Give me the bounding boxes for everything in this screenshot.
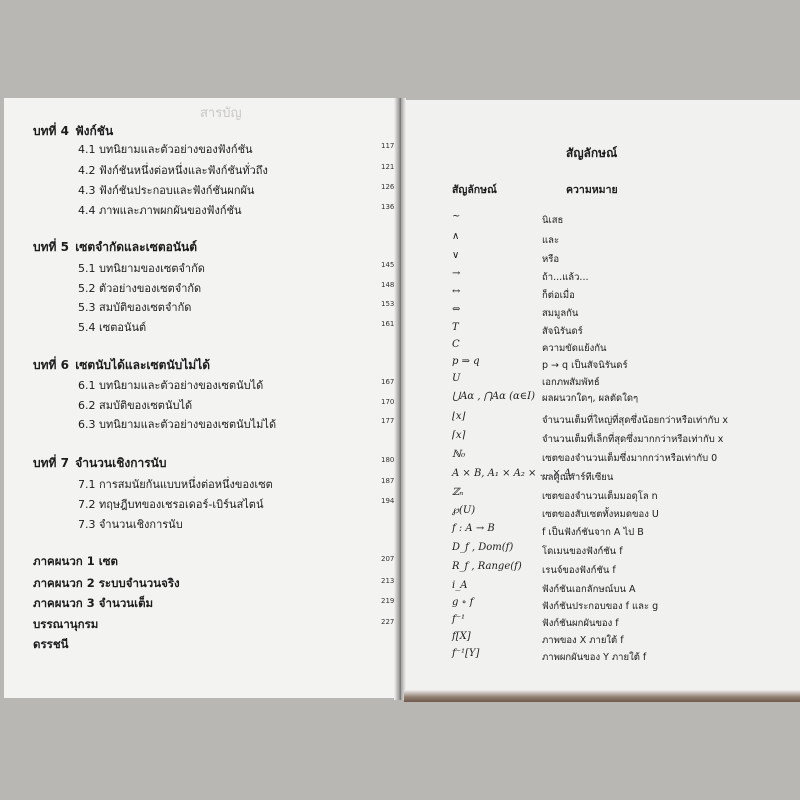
symbol: ℤₙ [452,487,464,498]
symbol-meaning: f เป็นฟังก์ชันจาก A ไป B [542,527,644,538]
symbol-meaning: ผลผนวกใดๆ, ผลตัดใดๆ [542,393,639,404]
symbol: ⋃Aα , ⋂Aα (α∈I) [452,391,535,402]
symbol-meaning: สัจนิรันดร์ [542,326,583,337]
symbol-meaning: เรนจ์ของฟังก์ชัน f [542,565,616,576]
symbol: ℕ₀ [452,449,466,460]
toc-chapter [33,238,197,257]
toc-section: 4.1 บทนิยามและตัวอย่างของฟังก์ชัน [78,143,253,156]
show-through-heading: สารบัญ [200,106,242,121]
symbol: f : A → B [452,523,495,534]
column-header-symbol: สัญลักษณ์ [452,184,497,196]
book-gutter [394,98,406,700]
toc-page-number: 219 [381,597,395,605]
symbol-meaning: เซตของจำนวนเต็มมอดุโล n [542,491,658,502]
toc-page-number: 148 [381,281,395,289]
symbol: A × B, A₁ × A₂ × ... × Aₙ [452,468,576,479]
symbol: f[X] [452,631,471,642]
toc-section: 4.4 ภาพและภาพผกผันของฟังก์ชัน [78,204,242,217]
toc-chapter [33,122,113,141]
symbol: f⁻¹ [452,614,465,625]
toc-page-number: 121 [381,163,395,171]
symbol: ∨ [452,250,460,261]
symbol: T [452,322,459,333]
page-edge [404,690,800,702]
symbol: D_f , Dom(f) [452,542,514,553]
symbol-meaning: สมมูลกัน [542,308,579,319]
toc-section: 5.4 เซตอนันต์ [78,321,147,334]
toc-page-number: 161 [381,320,395,328]
toc-page-number: 213 [381,577,395,585]
chapter-number: บทที่ 5 [33,240,69,254]
toc-section: 7.1 การสมนัยกันแบบหนึ่งต่อหนึ่งของเซต [78,478,273,491]
toc-section: 5.2 ตัวอย่างของเซตจำกัด [78,282,202,295]
symbol-meaning: ฟังก์ชันผกผันของ f [542,618,619,629]
symbol-meaning: โดเมนของฟังก์ชัน f [542,546,623,557]
symbol: ⌊x⌋ [452,411,466,422]
symbol-meaning: จำนวนเต็มที่ใหญ่ที่สุดซึ่งน้อยกว่าหรือเท่ากับ x [542,415,729,426]
symbol: g ∘ f [452,597,474,608]
symbol-meaning: ถ้า...แล้ว... [542,272,589,283]
toc-appendix: ดรรชนี [33,637,69,651]
symbol: ℘(U) [452,505,476,516]
symbol: i_A [452,580,468,591]
toc-section: 5.3 สมบัติของเซตจำกัด [78,301,192,314]
toc-page-number: 136 [381,203,395,211]
toc-page-number: 227 [381,618,395,626]
symbol: C [452,339,460,350]
symbol-meaning: ผลคูณคาร์ทีเซียน [542,472,614,483]
toc-section: 4.2 ฟังก์ชันหนึ่งต่อหนึ่งและฟังก์ชันทั่วถึง [78,164,268,177]
toc-page-number: 145 [381,261,395,269]
toc-appendix: ภาคผนวก 2 ระบบจำนวนจริง [33,576,180,590]
chapter-title: เซตนับได้และเซตนับไม่ได้ [75,358,211,372]
symbol-meaning: ภาพของ X ภายใต้ f [542,635,624,646]
toc-section: 5.1 บทนิยามของเซตจำกัด [78,262,205,275]
toc-appendix: บรรณานุกรม [33,617,99,631]
chapter-number: บทที่ 6 [33,358,69,372]
symbol-meaning: ก็ต่อเมื่อ [542,290,575,301]
toc-page-number: 117 [381,142,395,150]
symbol-meaning: เซตของจำนวนเต็มซึ่งมากกว่าหรือเท่ากับ 0 [542,453,718,464]
symbol-meaning: เอกภพสัมพัทธ์ [542,377,600,388]
symbol: ~ [452,211,461,222]
symbol-meaning: ภาพผกผันของ Y ภายใต้ f [542,652,647,663]
symbol-meaning: และ [542,235,560,246]
toc-page-number: 180 [381,456,395,464]
symbol: ↔ [452,286,461,297]
chapter-title: จำนวนเชิงการนับ [75,456,167,470]
toc-page-number: 170 [381,398,395,406]
column-header-meaning: ความหมาย [566,184,618,196]
symbol: p ⇒ q [452,356,480,367]
toc-page-number: 207 [381,555,395,563]
chapter-number: บทที่ 4 [33,124,69,138]
symbol: → [452,268,461,279]
toc-page-number: 194 [381,497,395,505]
symbol-meaning: นิเสธ [542,215,564,226]
symbol-meaning: ฟังก์ชันประกอบของ f และ g [542,601,659,612]
toc-page-number: 153 [381,300,395,308]
symbol: f⁻¹[Y] [452,648,480,659]
symbol: ∧ [452,231,460,242]
toc-page-number: 177 [381,417,395,425]
symbol: ⌈x⌉ [452,430,466,441]
symbol-meaning: p → q เป็นสัจนิรันดร์ [542,360,628,371]
toc-page-number: 187 [381,477,395,485]
symbol: R_f , Range(f) [452,561,522,572]
chapter-number: บทที่ 7 [33,456,69,470]
toc-chapter [33,454,166,473]
symbol: U [452,373,461,384]
chapter-title: ฟังก์ชัน [75,124,114,138]
symbol-meaning: เซตของสับเซตทั้งหมดของ U [542,509,659,520]
symbol-meaning: หรือ [542,254,560,265]
toc-page-number: 126 [381,183,395,191]
toc-appendix: ภาคผนวก 3 จำนวนเต็ม [33,596,154,610]
toc-section: 6.1 บทนิยามและตัวอย่างของเซตนับได้ [78,379,264,392]
toc-section: 7.3 จำนวนเชิงการนับ [78,518,183,531]
symbol-meaning: ความขัดแย้งกัน [542,343,607,354]
toc-chapter [33,356,210,375]
toc-section: 4.3 ฟังก์ชันประกอบและฟังก์ชันผกผัน [78,184,255,197]
chapter-title: เซตจำกัดและเซตอนันต์ [75,240,198,254]
toc-section: 6.2 สมบัติของเซตนับได้ [78,399,193,412]
toc-section: 7.2 ทฤษฎีบทของเชรอเดอร์-เบิร์นสไตน์ [78,498,264,511]
symbol-meaning: ฟังก์ชันเอกลักษณ์บน A [542,584,636,595]
symbol: ⇔ [452,304,461,315]
page-title: สัญลักษณ์ [566,146,618,160]
symbol-meaning: จำนวนเต็มที่เล็กที่สุดซึ่งมากกว่าหรือเท่ากับ x [542,434,724,445]
toc-section: 6.3 บทนิยามและตัวอย่างของเซตนับไม่ได้ [78,418,277,431]
toc-page-number: 167 [381,378,395,386]
toc-appendix: ภาคผนวก 1 เซต [33,554,118,568]
